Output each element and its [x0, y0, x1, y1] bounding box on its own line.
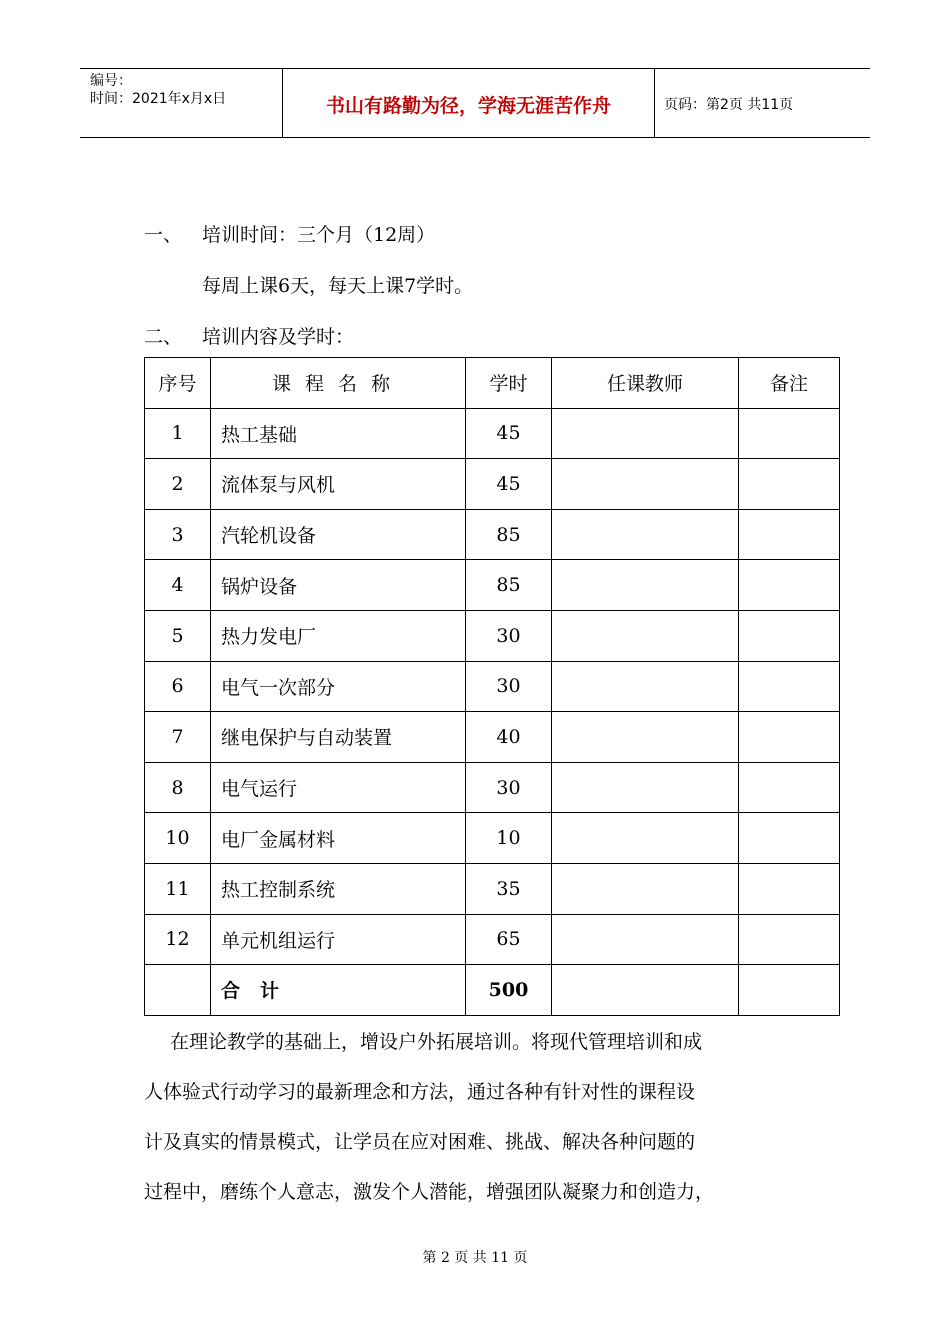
- table-row: [145, 762, 840, 813]
- header-divider: [654, 69, 655, 137]
- section-number: 一、: [144, 224, 183, 246]
- cell-hours: 85: [466, 509, 552, 560]
- cell-course-name: 电厂金属材料: [211, 813, 466, 864]
- cell-course-name: 热工基础: [211, 408, 466, 459]
- paragraph-line: 人体验式行动学习的最新理念和方法，通过各种有针对性的课程设: [144, 1081, 696, 1103]
- section-number: 二、: [144, 326, 183, 348]
- cell-teacher: [552, 813, 739, 864]
- cell-note: [739, 762, 840, 813]
- page-header: [80, 68, 870, 138]
- cell-course-name: 流体泵与风机: [211, 459, 466, 510]
- cell-course-name: 单元机组运行: [211, 914, 466, 965]
- cell-course-name: 继电保护与自动装置: [211, 712, 466, 763]
- header-motto: 书山有路勤为径，学海无涯苦作舟: [325, 95, 611, 117]
- cell-course-name: 锅炉设备: [211, 560, 466, 611]
- table-total-row: [145, 965, 840, 1016]
- cell-hours: 40: [466, 712, 552, 763]
- cell-seq: 1: [145, 408, 211, 459]
- table-row: [145, 914, 840, 965]
- cell-teacher: [552, 762, 739, 813]
- cell-seq: 12: [145, 914, 211, 965]
- table-row: [145, 560, 840, 611]
- table-row: [145, 712, 840, 763]
- cell-teacher: [552, 509, 739, 560]
- header-course-name: 课程名称: [211, 358, 466, 409]
- section-title: 培训时间：三个月（12周）: [202, 224, 436, 246]
- table-row: [145, 459, 840, 510]
- header-seq: 序号: [145, 358, 211, 409]
- cell-seq: 3: [145, 509, 211, 560]
- cell-note: [739, 610, 840, 661]
- table-row: [145, 408, 840, 459]
- cell-hours: 30: [466, 610, 552, 661]
- cell-teacher: [552, 459, 739, 510]
- section-training-detail: [202, 271, 473, 298]
- training-schedule-text: 每周上课6天，每天上课7学时。: [202, 275, 474, 297]
- outdoor-training-paragraph: [144, 1022, 824, 1222]
- cell-note: [739, 459, 840, 510]
- cell-note: [739, 965, 840, 1016]
- cell-note: [739, 509, 840, 560]
- header-page-info: 页码：第2页 共11页: [664, 97, 794, 113]
- cell-seq-empty: [145, 965, 211, 1016]
- paragraph-line: 在理论教学的基础上，增设户外拓展培训。将现代管理培训和成: [170, 1031, 703, 1053]
- cell-teacher: [552, 661, 739, 712]
- header-hours: 学时: [466, 358, 552, 409]
- date-label: 时间：2021年x月x日: [90, 91, 227, 107]
- cell-seq: 10: [145, 813, 211, 864]
- total-label: 合计: [211, 965, 466, 1016]
- cell-hours: 45: [466, 459, 552, 510]
- cell-seq: 11: [145, 863, 211, 914]
- cell-hours: 30: [466, 661, 552, 712]
- cell-seq: 6: [145, 661, 211, 712]
- cell-teacher: [552, 408, 739, 459]
- cell-note: [739, 408, 840, 459]
- cell-note: [739, 712, 840, 763]
- header-note: 备注: [739, 358, 840, 409]
- cell-seq: 4: [145, 560, 211, 611]
- cell-teacher: [552, 863, 739, 914]
- cell-course-name: 电气运行: [211, 762, 466, 813]
- cell-hours: 85: [466, 560, 552, 611]
- cell-hours: 10: [466, 813, 552, 864]
- section-title: 培训内容及学时：: [202, 326, 355, 348]
- total-hours: 500: [466, 965, 552, 1016]
- cell-note: [739, 813, 840, 864]
- cell-hours: 30: [466, 762, 552, 813]
- cell-note: [739, 560, 840, 611]
- cell-course-name: 热力发电厂: [211, 610, 466, 661]
- cell-seq: 5: [145, 610, 211, 661]
- cell-seq: 8: [145, 762, 211, 813]
- header-teacher: 任课教师: [552, 358, 739, 409]
- table-header-row: [145, 358, 840, 409]
- header-meta: [90, 72, 226, 108]
- cell-teacher: [552, 712, 739, 763]
- cell-hours: 65: [466, 914, 552, 965]
- cell-note: [739, 661, 840, 712]
- paragraph-line: 计及真实的情景模式，让学员在应对困难、挑战、解决各种问题的: [144, 1131, 696, 1153]
- table-row: [145, 610, 840, 661]
- cell-teacher: [552, 965, 739, 1016]
- table-row: [145, 509, 840, 560]
- serial-number-label: 编号：: [90, 73, 132, 89]
- cell-hours: 35: [466, 863, 552, 914]
- cell-seq: 2: [145, 459, 211, 510]
- cell-teacher: [552, 560, 739, 611]
- page-footer: 第 2 页 共 11 页: [422, 1250, 528, 1266]
- table-row: [145, 863, 840, 914]
- courses-table: [144, 357, 840, 1016]
- cell-teacher: [552, 610, 739, 661]
- cell-seq: 7: [145, 712, 211, 763]
- cell-note: [739, 863, 840, 914]
- cell-course-name: 热工控制系统: [211, 863, 466, 914]
- cell-teacher: [552, 914, 739, 965]
- cell-hours: 45: [466, 408, 552, 459]
- table-row: [145, 813, 840, 864]
- paragraph-line: 过程中，磨练个人意志，激发个人潜能，增强团队凝聚力和创造力，: [144, 1181, 715, 1203]
- cell-course-name: 汽轮机设备: [211, 509, 466, 560]
- cell-course-name: 电气一次部分: [211, 661, 466, 712]
- table-row: [145, 661, 840, 712]
- cell-note: [739, 914, 840, 965]
